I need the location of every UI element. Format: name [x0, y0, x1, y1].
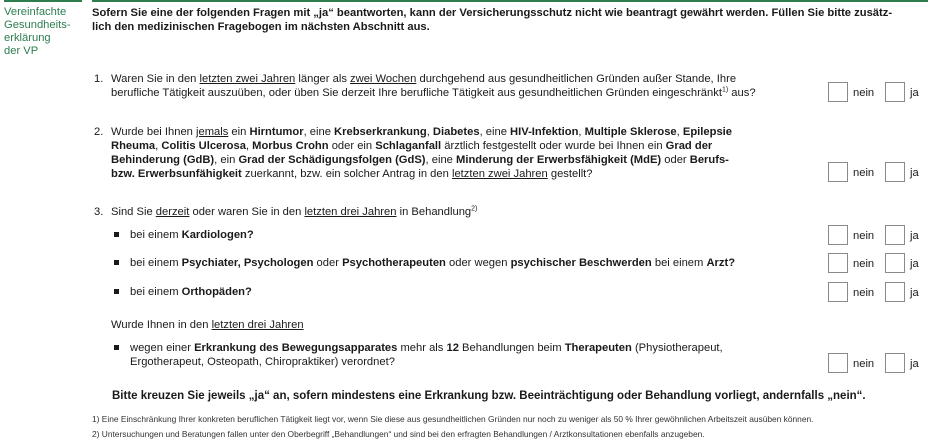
q2-emph: Minderung der Erwerbsfähigkeit (MdE): [456, 154, 662, 166]
q2-text: , eine: [425, 154, 457, 166]
q3-emph: Kardiologen?: [181, 229, 254, 241]
q3-emph: Erkrankung des Bewegungsapparates: [194, 342, 398, 354]
q2-nein-label: nein: [853, 167, 875, 179]
question-3c-text: [130, 285, 252, 299]
q1-text: aus?: [728, 87, 756, 99]
sidebar-line: Vereinfachte: [4, 6, 67, 18]
question-2-number: 2.: [94, 126, 104, 138]
q3-emph: Psychotherapeuten: [342, 257, 446, 269]
q1-text: länger als: [295, 73, 351, 85]
q3-text: bei einem: [130, 286, 182, 298]
q3-emph: Therapeuten: [564, 342, 632, 354]
q3a-nein-checkbox[interactable]: [828, 225, 848, 245]
q3d-ja-checkbox[interactable]: [885, 353, 905, 373]
q2-emph: Multiple Sklerose: [584, 126, 677, 138]
q1-ja-checkbox[interactable]: [885, 82, 905, 102]
footnote-ref: 2): [471, 205, 478, 213]
q2-text: ,: [155, 140, 162, 152]
q2-text: gestellt?: [547, 168, 593, 180]
q1-nein-checkbox[interactable]: [828, 82, 848, 102]
q2-text: ein: [228, 126, 250, 138]
q3-text: wegen einer: [130, 342, 195, 354]
q2-text: Wurde bei Ihnen: [111, 126, 196, 138]
section-sidebar-title: [4, 6, 84, 58]
bullet-icon: [114, 260, 119, 265]
intro-line-1: Sofern Sie eine der folgenden Fragen mit „ja“ beantworten, kann der Versicherungsschutz nicht wie beantragt gewährt werden. Füllen Sie bitte zusätz-: [92, 7, 893, 19]
q2-emph: HIV-Infektion: [510, 126, 579, 138]
q3-text: bei einem: [130, 229, 182, 241]
q2-nein-checkbox[interactable]: [828, 162, 848, 182]
q3b-nein-label: nein: [853, 258, 875, 270]
q3-emph: psychischer Beschwerden: [510, 257, 652, 269]
q3d-nein-label: nein: [853, 358, 875, 370]
q3b-ja-checkbox[interactable]: [885, 253, 905, 273]
q2-emph: Schlaganfall: [375, 140, 442, 152]
q1-emph: letzten zwei Jahren: [199, 73, 296, 85]
q3a-nein-label: nein: [853, 230, 875, 242]
question-1-text: [111, 72, 756, 100]
bullet-icon: [114, 289, 119, 294]
q2-emph: bzw. Erwerbsunfähigkeit: [111, 168, 242, 180]
q2-emph: Grad der Schädigungsfolgen (GdS): [238, 154, 426, 166]
q3-emph: Orthopäden?: [181, 286, 252, 298]
intro-line-2: lich den medizinischen Fragebogen im nächsten Abschnitt aus.: [92, 21, 430, 33]
q2-emph: Diabetes: [432, 126, 480, 138]
q2-emph: Epilepsie: [682, 126, 732, 138]
q3-text: oder wegen: [445, 257, 511, 269]
q2-text: ,: [426, 126, 433, 138]
q2-text: ärztlich festgestellt oder wurde bei Ihnen ein: [441, 140, 666, 152]
q3a-ja-label: ja: [910, 230, 919, 242]
q3-text: (Physiotherapeut,: [631, 342, 723, 354]
question-3a-text: [130, 228, 254, 242]
q2-text: oder ein: [328, 140, 376, 152]
q1-text: Waren Sie in den: [111, 73, 200, 85]
q3b-ja-label: ja: [910, 258, 919, 270]
closing-instruction: Bitte kreuzen Sie jeweils „ja“ an, sofern mindestens eine Erkrankung bzw. Beeinträchtigung oder Behandlung vorliegt, andernfalls „nein“.: [112, 390, 866, 402]
q3-emph: derzeit: [155, 206, 190, 218]
sidebar-line: Gesundheits-: [4, 19, 71, 31]
sidebar-line: erklärung: [4, 32, 51, 44]
q3-text: Sind Sie: [111, 206, 156, 218]
q2-text: , ein: [214, 154, 239, 166]
q2-emph: Colitis Ulcerosa: [161, 140, 246, 152]
question-2-text: [111, 125, 732, 181]
q3-text: mehr als: [397, 342, 447, 354]
q2-ja-label: ja: [910, 167, 919, 179]
q2-text: ,: [676, 126, 683, 138]
question-3b-text: [130, 256, 735, 270]
q3-text: Behandlungen beim: [458, 342, 565, 354]
q3c-nein-label: nein: [853, 287, 875, 299]
question-1-number: 1.: [94, 73, 104, 85]
q3-emph: 12: [446, 342, 459, 354]
bullet-icon: [114, 345, 119, 350]
q3-emph: letzten drei Jahren: [304, 206, 397, 218]
q2-emph: Behinderung (GdB): [111, 154, 215, 166]
q1-nein-label: nein: [853, 87, 875, 99]
q2-emph: Morbus Crohn: [252, 140, 329, 152]
q2-text: ,: [245, 140, 253, 152]
q3a-ja-checkbox[interactable]: [885, 225, 905, 245]
q1-text: durchgehend aus gesundheitlichen Gründen außer Stande, Ihre: [416, 73, 737, 85]
content-top-rule: [92, 0, 928, 2]
q3-text: oder waren Sie in den: [189, 206, 305, 218]
q3b-nein-checkbox[interactable]: [828, 253, 848, 273]
q3-text: in Behandlung: [396, 206, 472, 218]
q2-text: oder: [661, 154, 690, 166]
q3-text: oder: [313, 257, 343, 269]
q1-emph: zwei Wochen: [350, 73, 417, 85]
intro-text: [92, 6, 928, 34]
sidebar-line: der VP: [4, 45, 39, 57]
q3-emph: Psychiater, Psychologen: [181, 257, 314, 269]
q3c-ja-label: ja: [910, 287, 919, 299]
question-3-text: [111, 205, 477, 219]
q2-emph: Berufs-: [689, 154, 729, 166]
q3-emph: Arzt?: [706, 257, 736, 269]
bullet-icon: [114, 232, 119, 237]
q1-ja-label: ja: [910, 87, 919, 99]
footnote-1: 1) Eine Einschränkung Ihrer konkreten beruflichen Tätigkeit liegt vor, wenn Sie diese aus gesundheitlichen Gründen nur noch zu weniger als 50 % Ihrer gewöhnlichen Arbeitszeit ausüben können.: [92, 414, 814, 424]
q2-ja-checkbox[interactable]: [885, 162, 905, 182]
q3-text: bei einem: [130, 257, 182, 269]
sidebar-top-rule: [4, 0, 82, 2]
q1-text: berufliche Tätigkeit auszuüben, oder üben Sie derzeit Ihre berufliche Tätigkeit aus gesundheitlichen Gründen eingeschränkt: [111, 87, 722, 99]
q3-text: Wurde Ihnen in den: [111, 319, 212, 331]
q2-text: ,: [578, 126, 585, 138]
q2-emph: jemals: [196, 126, 229, 138]
footnote-2: 2) Untersuchungen und Beratungen fallen unter den Oberbegriff „Behandlungen“ und sind bei den erfragten Behandlungen / Arztkonsultationen ebenfalls anzugeben.: [92, 429, 705, 439]
question-3d-text: [130, 341, 723, 369]
q3c-nein-checkbox[interactable]: [828, 282, 848, 302]
question-3-number: 3.: [94, 206, 104, 218]
q3-text: bei einem: [651, 257, 707, 269]
q2-emph: Krebserkrankung: [334, 126, 427, 138]
q2-emph: Grad der: [665, 140, 713, 152]
q3-emph: letzten drei Jahren: [211, 319, 304, 331]
q2-text: , eine: [479, 126, 511, 138]
q2-text: zuerkannt, bzw. ein solcher Antrag in den: [241, 168, 452, 180]
q3c-ja-checkbox[interactable]: [885, 282, 905, 302]
question-3-subheading: [111, 318, 304, 332]
q2-emph: Rheuma: [111, 140, 156, 152]
q3-text: Ergotherapeut, Osteopath, Chiropraktiker) verordnet?: [130, 356, 395, 368]
q2-emph: Hirntumor: [249, 126, 304, 138]
footnote-ref: 1): [721, 86, 729, 94]
q3d-nein-checkbox[interactable]: [828, 353, 848, 373]
q3d-ja-label: ja: [910, 358, 919, 370]
q2-emph: letzten zwei Jahren: [451, 168, 548, 180]
q2-text: , eine: [303, 126, 335, 138]
